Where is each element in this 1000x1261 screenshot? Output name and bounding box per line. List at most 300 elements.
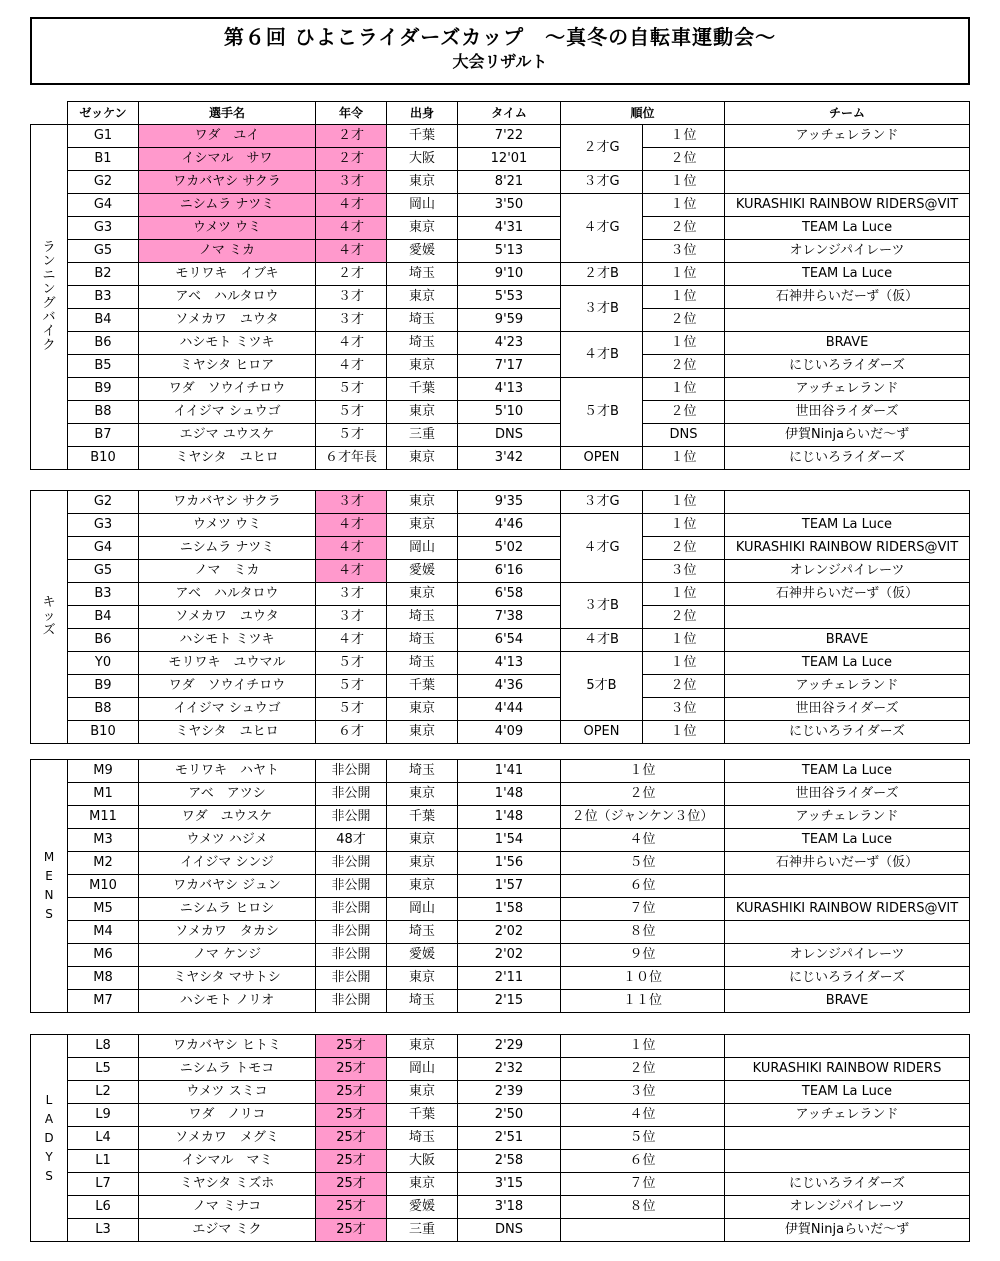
cell-rank: １位: [643, 286, 725, 309]
cell-bib: M4: [68, 921, 139, 944]
cell-team: 石神井らいだーず（仮）: [725, 583, 970, 606]
cell-time: 6'16: [458, 560, 561, 583]
header-bib: ゼッケン: [68, 102, 139, 125]
cell-rank: １位: [643, 194, 725, 217]
table-row: [31, 378, 970, 401]
cell-time: 4'13: [458, 652, 561, 675]
cell-time: 2'32: [458, 1058, 561, 1081]
table-row: [31, 194, 970, 217]
cell-bib: M2: [68, 852, 139, 875]
cell-origin: 千葉: [387, 1104, 458, 1127]
cell-bib: B8: [68, 401, 139, 424]
cell-age: 25才: [316, 1058, 387, 1081]
cell-age: ２才: [316, 263, 387, 286]
cell-rank: １位: [643, 171, 725, 194]
category-char: バ: [42, 310, 56, 325]
cell-name: ニシムラ ヒロシ: [139, 898, 316, 921]
cell-origin: 東京: [387, 491, 458, 514]
cell-bib: M6: [68, 944, 139, 967]
table-row: [31, 1127, 970, 1150]
table-row: [31, 355, 970, 378]
cell-team: オレンジパイレーツ: [725, 240, 970, 263]
table-row: [31, 606, 970, 629]
table-row: [31, 921, 970, 944]
cell-origin: 東京: [387, 171, 458, 194]
cell-division: ３才G: [561, 491, 643, 514]
cell-bib: L2: [68, 1081, 139, 1104]
table-row: [31, 332, 970, 355]
cell-team: KURASHIKI RAINBOW RIDERS@VIT: [725, 194, 970, 217]
cell-team: 世田谷ライダーズ: [725, 698, 970, 721]
category-char: D: [44, 1130, 54, 1145]
cell-origin: 愛媛: [387, 240, 458, 263]
cell-bib: M9: [68, 760, 139, 783]
cell-age: ４才: [316, 332, 387, 355]
cell-age: ２才: [316, 125, 387, 148]
cell-origin: 東京: [387, 217, 458, 240]
cell-name: ワダ ノリコ: [139, 1104, 316, 1127]
header-name: 選手名: [139, 102, 316, 125]
cell-team: [725, 875, 970, 898]
cell-age: ５才: [316, 652, 387, 675]
cell-age: ５才: [316, 675, 387, 698]
cell-name: ハシモト ノリオ: [139, 990, 316, 1013]
cell-name: ワダ ソウイチロウ: [139, 675, 316, 698]
cell-origin: 東京: [387, 401, 458, 424]
cell-origin: 東京: [387, 698, 458, 721]
cell-team: 世田谷ライダーズ: [725, 401, 970, 424]
cell-origin: 東京: [387, 583, 458, 606]
cell-bib: L1: [68, 1150, 139, 1173]
cell-team: 石神井らいだーず（仮）: [725, 286, 970, 309]
cell-origin: 埼玉: [387, 332, 458, 355]
cell-age: ４才: [316, 240, 387, 263]
cell-rank: １位: [643, 263, 725, 286]
cell-time: 5'02: [458, 537, 561, 560]
cell-origin: 埼玉: [387, 990, 458, 1013]
cell-name: ソメカワ メグミ: [139, 1127, 316, 1150]
cell-name: ソメカワ ユウタ: [139, 309, 316, 332]
mens-body: [31, 760, 970, 1013]
cell-rank: ２位: [561, 1058, 725, 1081]
cell-age: ４才: [316, 560, 387, 583]
ladys-body: [31, 1035, 970, 1242]
cell-origin: 東京: [387, 1173, 458, 1196]
table-row: [31, 698, 970, 721]
cell-age: ６才: [316, 721, 387, 744]
cell-name: ノマ ミカ: [139, 560, 316, 583]
cell-bib: B1: [68, 148, 139, 171]
cell-division: OPEN: [561, 447, 643, 470]
cell-time: 3'50: [458, 194, 561, 217]
cell-age: 25才: [316, 1081, 387, 1104]
cell-rank: １位: [643, 583, 725, 606]
cell-rank: ６位: [561, 1150, 725, 1173]
cell-time: 4'36: [458, 675, 561, 698]
kids-body: [31, 491, 970, 744]
cell-age: 非公開: [316, 852, 387, 875]
cell-origin: 東京: [387, 1035, 458, 1058]
cell-origin: 岡山: [387, 898, 458, 921]
cell-age: 非公開: [316, 898, 387, 921]
cell-team: BRAVE: [725, 332, 970, 355]
cell-name: ミヤシタ ユヒロ: [139, 721, 316, 744]
cell-name: ワカバヤシ サクラ: [139, 491, 316, 514]
cell-time: 6'54: [458, 629, 561, 652]
table-row: [31, 852, 970, 875]
category-char: N: [44, 888, 54, 902]
cell-name: ミヤシタ ヒロア: [139, 355, 316, 378]
cell-origin: 東京: [387, 1081, 458, 1104]
cell-team: TEAM La Luce: [725, 1081, 970, 1104]
cell-bib: L6: [68, 1196, 139, 1219]
cell-age: ４才: [316, 194, 387, 217]
category-label: [31, 125, 68, 470]
cell-origin: 埼玉: [387, 629, 458, 652]
table-row: [31, 171, 970, 194]
cell-age: ４才: [316, 514, 387, 537]
table-row: [31, 721, 970, 744]
table-row: [31, 263, 970, 286]
header-age: 年令: [316, 102, 387, 125]
cell-age: 非公開: [316, 875, 387, 898]
cell-rank: ２位: [643, 401, 725, 424]
cell-rank: ８位: [561, 1196, 725, 1219]
cell-team: [725, 148, 970, 171]
category-char: キ: [42, 595, 56, 610]
cell-rank: １位: [643, 447, 725, 470]
cell-time: 3'18: [458, 1196, 561, 1219]
cell-team: TEAM La Luce: [725, 760, 970, 783]
header-rank: 順位: [561, 102, 725, 125]
cell-age: ３才: [316, 286, 387, 309]
cell-age: 25才: [316, 1104, 387, 1127]
cell-age: ５才: [316, 698, 387, 721]
table-row: [31, 1150, 970, 1173]
cell-rank: ７位: [561, 898, 725, 921]
category-label: [31, 760, 68, 1013]
cell-time: 4'23: [458, 332, 561, 355]
cell-time: 2'15: [458, 990, 561, 1013]
cell-bib: M8: [68, 967, 139, 990]
cell-age: 25才: [316, 1127, 387, 1150]
cell-team: TEAM La Luce: [725, 217, 970, 240]
cell-division: ４才G: [561, 514, 643, 583]
cell-team: アッチェレランド: [725, 378, 970, 401]
cell-bib: G3: [68, 514, 139, 537]
cell-origin: 東京: [387, 721, 458, 744]
cell-origin: 千葉: [387, 806, 458, 829]
cell-team: TEAM La Luce: [725, 263, 970, 286]
cell-origin: 東京: [387, 286, 458, 309]
cell-rank: １位: [643, 378, 725, 401]
cell-origin: 東京: [387, 783, 458, 806]
cell-age: 非公開: [316, 760, 387, 783]
cell-bib: B4: [68, 309, 139, 332]
cell-bib: L8: [68, 1035, 139, 1058]
cell-time: 3'15: [458, 1173, 561, 1196]
table-row: [31, 629, 970, 652]
cell-team: [725, 606, 970, 629]
cell-bib: Y0: [68, 652, 139, 675]
cell-name: ウメツ スミコ: [139, 1081, 316, 1104]
table-row: [31, 514, 970, 537]
cell-rank: ２位: [643, 355, 725, 378]
cell-rank: ２位: [643, 675, 725, 698]
cell-age: ３才: [316, 491, 387, 514]
category-char: グ: [42, 296, 56, 311]
table-row: [31, 967, 970, 990]
cell-time: 3'42: [458, 447, 561, 470]
table-row: [31, 944, 970, 967]
table-row: [31, 148, 970, 171]
cell-name: ミヤシタ ミズホ: [139, 1173, 316, 1196]
table-row: [31, 1035, 970, 1058]
cell-division: ３才B: [561, 286, 643, 332]
cell-rank: ２位: [643, 148, 725, 171]
cell-time: 2'02: [458, 944, 561, 967]
cell-team: アッチェレランド: [725, 1104, 970, 1127]
cell-bib: G4: [68, 194, 139, 217]
table-row: [31, 1081, 970, 1104]
cell-team: オレンジパイレーツ: [725, 560, 970, 583]
cell-team: TEAM La Luce: [725, 514, 970, 537]
cell-team: [725, 1150, 970, 1173]
cell-time: 4'31: [458, 217, 561, 240]
table-row: [31, 652, 970, 675]
category-char: E: [45, 869, 53, 883]
mens-table: [30, 759, 970, 1013]
cell-rank: ８位: [561, 921, 725, 944]
cell-name: ワダ ユウスケ: [139, 806, 316, 829]
cell-age: ３才: [316, 583, 387, 606]
header-time: タイム: [458, 102, 561, 125]
table-row: [31, 424, 970, 447]
cell-name: ワカバヤシ ヒトミ: [139, 1035, 316, 1058]
cell-rank: １位: [643, 125, 725, 148]
cell-name: アベ ハルタロウ: [139, 286, 316, 309]
cell-division: OPEN: [561, 721, 643, 744]
cell-bib: L3: [68, 1219, 139, 1242]
table-row: [31, 829, 970, 852]
cell-name: イイジマ シンジ: [139, 852, 316, 875]
title-box: [30, 17, 970, 85]
header-team: チーム: [725, 102, 970, 125]
cell-bib: M5: [68, 898, 139, 921]
cell-bib: B4: [68, 606, 139, 629]
category-char: A: [44, 1111, 54, 1126]
cell-rank: １位: [643, 652, 725, 675]
cell-age: 非公開: [316, 990, 387, 1013]
cell-division: ３才B: [561, 583, 643, 629]
cell-name: ウメツ ウミ: [139, 217, 316, 240]
cell-name: ハシモト ミツキ: [139, 332, 316, 355]
cell-origin: 愛媛: [387, 944, 458, 967]
cell-rank: ２位: [643, 606, 725, 629]
header-origin: 出身: [387, 102, 458, 125]
cell-name: ノマ ケンジ: [139, 944, 316, 967]
table-row: [31, 537, 970, 560]
cell-origin: 東京: [387, 967, 458, 990]
cell-team: アッチェレランド: [725, 125, 970, 148]
cell-rank: [561, 1219, 725, 1242]
cell-rank: １０位: [561, 967, 725, 990]
cell-time: 4'46: [458, 514, 561, 537]
cell-name: ニシムラ ナツミ: [139, 194, 316, 217]
cell-origin: 大阪: [387, 1150, 458, 1173]
cell-age: ４才: [316, 355, 387, 378]
cell-team: にじいろライダーズ: [725, 355, 970, 378]
cell-rank: １１位: [561, 990, 725, 1013]
category-char: S: [45, 907, 53, 921]
table-row: [31, 1173, 970, 1196]
cell-age: 25才: [316, 1219, 387, 1242]
category-char: ク: [42, 338, 56, 353]
cell-time: 2'39: [458, 1081, 561, 1104]
cell-team: 伊賀Ninjaらいだ～ず: [725, 424, 970, 447]
cell-origin: 埼玉: [387, 652, 458, 675]
cell-age: 25才: [316, 1150, 387, 1173]
cell-origin: 三重: [387, 424, 458, 447]
cell-name: ワカバヤシ ジュン: [139, 875, 316, 898]
cell-time: 7'17: [458, 355, 561, 378]
cell-origin: 大阪: [387, 148, 458, 171]
cell-age: ３才: [316, 606, 387, 629]
cell-bib: L4: [68, 1127, 139, 1150]
cell-team: 石神井らいだーず（仮）: [725, 852, 970, 875]
table-row: [31, 240, 970, 263]
cell-name: イイジマ シュウゴ: [139, 698, 316, 721]
cell-rank: DNS: [643, 424, 725, 447]
cell-division: ４才B: [561, 629, 643, 652]
category-char: ラ: [42, 240, 56, 255]
cell-time: 5'10: [458, 401, 561, 424]
cell-team: 世田谷ライダーズ: [725, 783, 970, 806]
category-label: [31, 491, 68, 744]
cell-time: 1'57: [458, 875, 561, 898]
category-char: ニ: [42, 268, 56, 283]
cell-team: 伊賀Ninjaらいだ～ず: [725, 1219, 970, 1242]
category-char: Y: [45, 1149, 53, 1164]
cell-bib: B9: [68, 675, 139, 698]
cell-time: 6'58: [458, 583, 561, 606]
cell-origin: 愛媛: [387, 560, 458, 583]
cell-rank: １位: [561, 1035, 725, 1058]
cell-bib: B6: [68, 629, 139, 652]
cell-name: ミヤシタ マサトシ: [139, 967, 316, 990]
category-char: イ: [42, 324, 56, 339]
cell-bib: B10: [68, 721, 139, 744]
cell-time: 8'21: [458, 171, 561, 194]
cell-bib: B3: [68, 286, 139, 309]
cell-rank: １位: [643, 332, 725, 355]
cell-origin: 岡山: [387, 1058, 458, 1081]
cell-age: ３才: [316, 309, 387, 332]
cell-rank: ２位（ジャンケン３位）: [561, 806, 725, 829]
category-char: ッ: [42, 609, 56, 624]
cell-bib: G3: [68, 217, 139, 240]
cell-age: 25才: [316, 1035, 387, 1058]
cell-time: 7'22: [458, 125, 561, 148]
cell-team: にじいろライダーズ: [725, 447, 970, 470]
table-row: [31, 447, 970, 470]
cell-team: KURASHIKI RAINBOW RIDERS@VIT: [725, 537, 970, 560]
table-row: [31, 309, 970, 332]
cell-name: ワカバヤシ サクラ: [139, 171, 316, 194]
cell-rank: ６位: [561, 875, 725, 898]
cell-age: ６才年長: [316, 447, 387, 470]
cell-origin: 千葉: [387, 125, 458, 148]
category-char: ン: [42, 254, 56, 269]
cell-origin: 東京: [387, 514, 458, 537]
category-char: S: [45, 1168, 53, 1183]
running-bike-body: [31, 125, 970, 470]
cell-time: 1'48: [458, 783, 561, 806]
cell-division: ４才B: [561, 332, 643, 378]
cell-bib: B5: [68, 355, 139, 378]
table-row: [31, 875, 970, 898]
cell-name: モリワキ イブキ: [139, 263, 316, 286]
table-row: [31, 1104, 970, 1127]
cell-team: TEAM La Luce: [725, 652, 970, 675]
cell-origin: 岡山: [387, 537, 458, 560]
category-char: M: [43, 850, 55, 864]
table-row: [31, 1219, 970, 1242]
cell-rank: １位: [643, 721, 725, 744]
table-row: [31, 760, 970, 783]
cell-bib: G5: [68, 560, 139, 583]
table-row: [31, 217, 970, 240]
cell-bib: L7: [68, 1173, 139, 1196]
table-row: [31, 401, 970, 424]
cell-name: ニシムラ ナツミ: [139, 537, 316, 560]
cell-team: BRAVE: [725, 629, 970, 652]
cell-time: 1'41: [458, 760, 561, 783]
cell-bib: G1: [68, 125, 139, 148]
table-row: [31, 1196, 970, 1219]
cell-origin: 千葉: [387, 378, 458, 401]
cell-team: にじいろライダーズ: [725, 721, 970, 744]
cell-name: ノマ ミカ: [139, 240, 316, 263]
cell-team: [725, 1127, 970, 1150]
cell-bib: B2: [68, 263, 139, 286]
cell-name: ハシモト ミツキ: [139, 629, 316, 652]
cell-time: 12'01: [458, 148, 561, 171]
cell-time: 2'58: [458, 1150, 561, 1173]
cell-team: [725, 491, 970, 514]
cell-age: ５才: [316, 424, 387, 447]
cell-origin: 三重: [387, 1219, 458, 1242]
cell-name: アベ アツシ: [139, 783, 316, 806]
cell-time: DNS: [458, 424, 561, 447]
cell-age: 48才: [316, 829, 387, 852]
header-row: [31, 102, 970, 125]
header-blank: [31, 102, 68, 125]
cell-age: ４才: [316, 629, 387, 652]
cell-team: [725, 921, 970, 944]
cell-rank: ５位: [561, 1127, 725, 1150]
cell-bib: B8: [68, 698, 139, 721]
cell-time: 4'44: [458, 698, 561, 721]
table-row: [31, 898, 970, 921]
cell-rank: １位: [643, 514, 725, 537]
cell-origin: 東京: [387, 355, 458, 378]
cell-time: 1'58: [458, 898, 561, 921]
page-title: 第６回 ひよこライダーズカップ ～真冬の自転車運動会～: [223, 25, 777, 49]
cell-name: モリワキ ユウマル: [139, 652, 316, 675]
page-subtitle: 大会リザルト: [452, 52, 548, 71]
cell-bib: B6: [68, 332, 139, 355]
